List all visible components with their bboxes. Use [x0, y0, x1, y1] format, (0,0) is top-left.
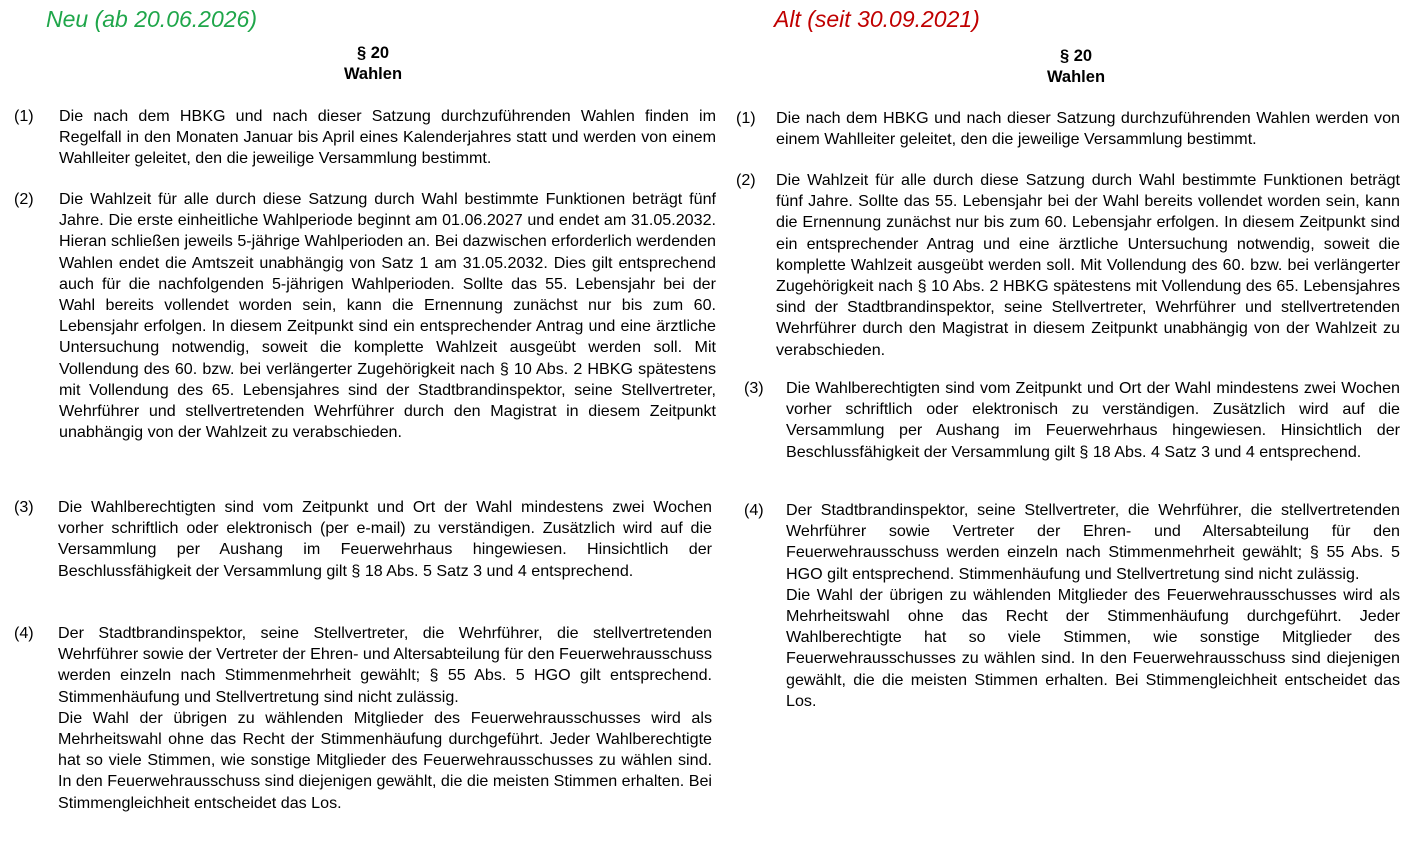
paragraph-line: Die nach dem HBKG und nach dieser Satzung durchzuführenden Wahlen werden von einem Wahlleiter geleitet, den die jeweilige Versammlung bestimmt. — [776, 109, 1400, 149]
paragraph-text — [776, 108, 1400, 150]
paragraph-line: Die Wahlberechtigten sind vom Zeitpunkt und Ort der Wahl mindestens zwei Wochen vorher schriftlich oder elektronisch zu verständigen. Zusätzlich wird auf die Versammlung per Aushang im Feuerwehrhaus hingewiesen. Hinsichtlich der Beschlussfähigkeit der Versammlung gilt § 18 Abs. 4 Satz 3 und 4 entsprechend. — [786, 379, 1400, 461]
paragraph-4 — [744, 500, 1400, 712]
paragraph-text — [58, 497, 712, 582]
section-heading — [30, 43, 716, 85]
new-version-label: Neu (ab 20.06.2026) — [46, 6, 257, 32]
paragraph-line: Die Wahl der übrigen zu wählenden Mitglieder des Feuerwehrausschusses wird als Mehrheitswahl ohne das Recht der Stimmenhäufung durchgeführt. Jeder Wahlberechtigte hat so viele Stimmen, wie sonstige Mitglieder des Feuerwehrausschusses zu wählen sind. In den Feuerwehrausschuss sind diejenigen gewählt, die die meisten Stimmen erhalten. Bei Stimmengleichheit entscheidet das Los. — [786, 585, 1400, 710]
paragraph-line: Die Wahl der übrigen zu wählenden Mitglieder des Feuerwehrausschusses wird als Mehrheitswahl ohne das Recht der Stimmenhäufung durchgeführt. Jeder Wahlberechtigte hat so viele Stimmen, wie sonstige Mitglieder des Feuerwehrausschusses zu wählen sind. In den Feuerwehrausschuss sind diejenigen gewählt, die die meisten Stimmen erhalten. Bei Stimmengleichheit entscheidet das Los. — [58, 708, 712, 812]
paragraph-text — [776, 170, 1400, 361]
paragraph-number: (2) — [736, 171, 756, 189]
paragraph-number: (1) — [736, 109, 756, 127]
paragraph-2 — [14, 189, 716, 443]
paragraph-number: (2) — [14, 190, 34, 208]
paragraph-4 — [14, 623, 712, 814]
paragraph-text — [786, 500, 1400, 712]
paragraph-number: (4) — [744, 501, 764, 519]
paragraph-3 — [14, 497, 712, 582]
paragraph-line: Die Wahlzeit für alle durch diese Satzung durch Wahl bestimmte Funktionen beträgt fünf Jahre. Sollte das 55. Lebensjahr bei der Wahl bereits vollendet worden sein, kann die Ernennung zunächst nur bis zum 60. Lebensjahr erfolgen. In diesem Zeitpunkt sind ein entsprechender Antrag und eine ärztliche Untersuchung notwendig, soweit die komplette Wahlzeit ausgeübt werden soll. Mit Vollendung des 60. bzw. bei verlängerter Zugehörigkeit nach § 10 Abs. 2 HBKG spätestens mit Vollendung des 65. Lebensjahres sind der Stadtbrandinspektor, seine Stellvertreter, Wehrführer und stellvertretenden Wehrführer durch den Magistrat in diesem Zeitpunkt unabhängig von der Wahlzeit zu verabschieden. — [776, 171, 1400, 359]
paragraph-3 — [744, 378, 1400, 463]
section-number: § 20 — [1059, 47, 1093, 65]
paragraph-line: Die Wahlzeit für alle durch diese Satzung durch Wahl bestimmte Funktionen beträgt fünf Jahre. Die erste einheitliche Wahlperiode beginnt am 01.06.2027 und endet am 31.05.2032. Hieran schließen jeweils 5-jährige Wahlperioden an. Bei dazwischen erforderlich werdenden Wahlen endet die Amtszeit unabhängig von Satz 1 am 31.05.2032. Dies gilt entsprechend auch für die nachfolgenden 5-jährigen Wahlperioden. Sollte das 55. Lebensjahr bei der Wahl bereits vollendet worden sein, kann die Ernennung zunächst nur bis zum 60. Lebensjahr erfolgen. In diesem Zeitpunkt sind ein entsprechender Antrag und eine ärztliche Untersuchung notwendig, soweit die komplette Wahlzeit ausgeübt werden soll. Mit Vollendung des 60. bzw. bei verlängerter Zugehörigkeit nach § 10 Abs. 2 HBKG spätestens mit Vollendung des 65. Lebensjahres sind der Stadtbrandinspektor, seine Stellvertreter, Wehrführer und stellvertretenden Wehrführer durch den Magistrat in diesem Zeitpunkt unabhängig von der Wahlzeit zu verabschieden. — [59, 190, 716, 442]
paragraph-2 — [736, 170, 1400, 361]
paragraph-text — [58, 623, 712, 814]
paragraph-line: Der Stadtbrandinspektor, seine Stellvertreter, die Wehrführer, die stellvertretenden Wehrführer sowie der Vertreter der Ehren- und Altersabteilung für den Feuerwehrausschuss werden einzeln nach Stimmenmehrheit gewählt; § 55 Abs. 5 HGO gilt entsprechend. Stimmenhäufung und Stellvertretung sind nicht zulässig. — [58, 624, 712, 706]
old-version-label: Alt (seit 30.09.2021) — [774, 6, 980, 32]
paragraph-1 — [736, 108, 1400, 150]
paragraph-text — [59, 189, 716, 443]
paragraph-text — [59, 106, 716, 170]
paragraph-1 — [14, 106, 716, 170]
paragraph-text — [786, 378, 1400, 463]
paragraph-line: Die Wahlberechtigten sind vom Zeitpunkt und Ort der Wahl mindestens zwei Wochen vorher schriftlich oder elektronisch (per e-mail) zu verständigen. Zusätzlich wird auf die Versammlung per Aushang im Feuerwehrhaus hingewiesen. Hinsichtlich der Beschlussfähigkeit der Versammlung gilt § 18 Abs. 5 Satz 3 und 4 entsprechend. — [58, 498, 712, 580]
section-title: Wahlen — [1046, 68, 1106, 86]
paragraph-number: (3) — [744, 379, 764, 397]
section-heading — [750, 46, 1402, 88]
paragraph-number: (1) — [14, 107, 34, 125]
paragraph-line: Der Stadtbrandinspektor, seine Stellvertreter, die Wehrführer, die stellvertretenden Wehrführer sowie Vertreter der Ehren- und Altersabteilung für den Feuerwehrausschuss werden einzeln nach Stimmenmehrheit gewählt; § 55 Abs. 5 HGO gilt entsprechend. Stimmenhäufung und Stellvertretung sind nicht zulässig. — [786, 501, 1400, 583]
section-number: § 20 — [356, 44, 390, 62]
paragraph-line: Die nach dem HBKG und nach dieser Satzung durchzuführenden Wahlen finden im Regelfall in den Monaten Januar bis April eines Kalenderjahres statt und werden von einem Wahlleiter geleitet, den die jeweilige Versammlung bestimmt. — [59, 107, 716, 168]
paragraph-number: (3) — [14, 498, 34, 516]
section-title: Wahlen — [343, 65, 403, 83]
paragraph-number: (4) — [14, 624, 34, 642]
